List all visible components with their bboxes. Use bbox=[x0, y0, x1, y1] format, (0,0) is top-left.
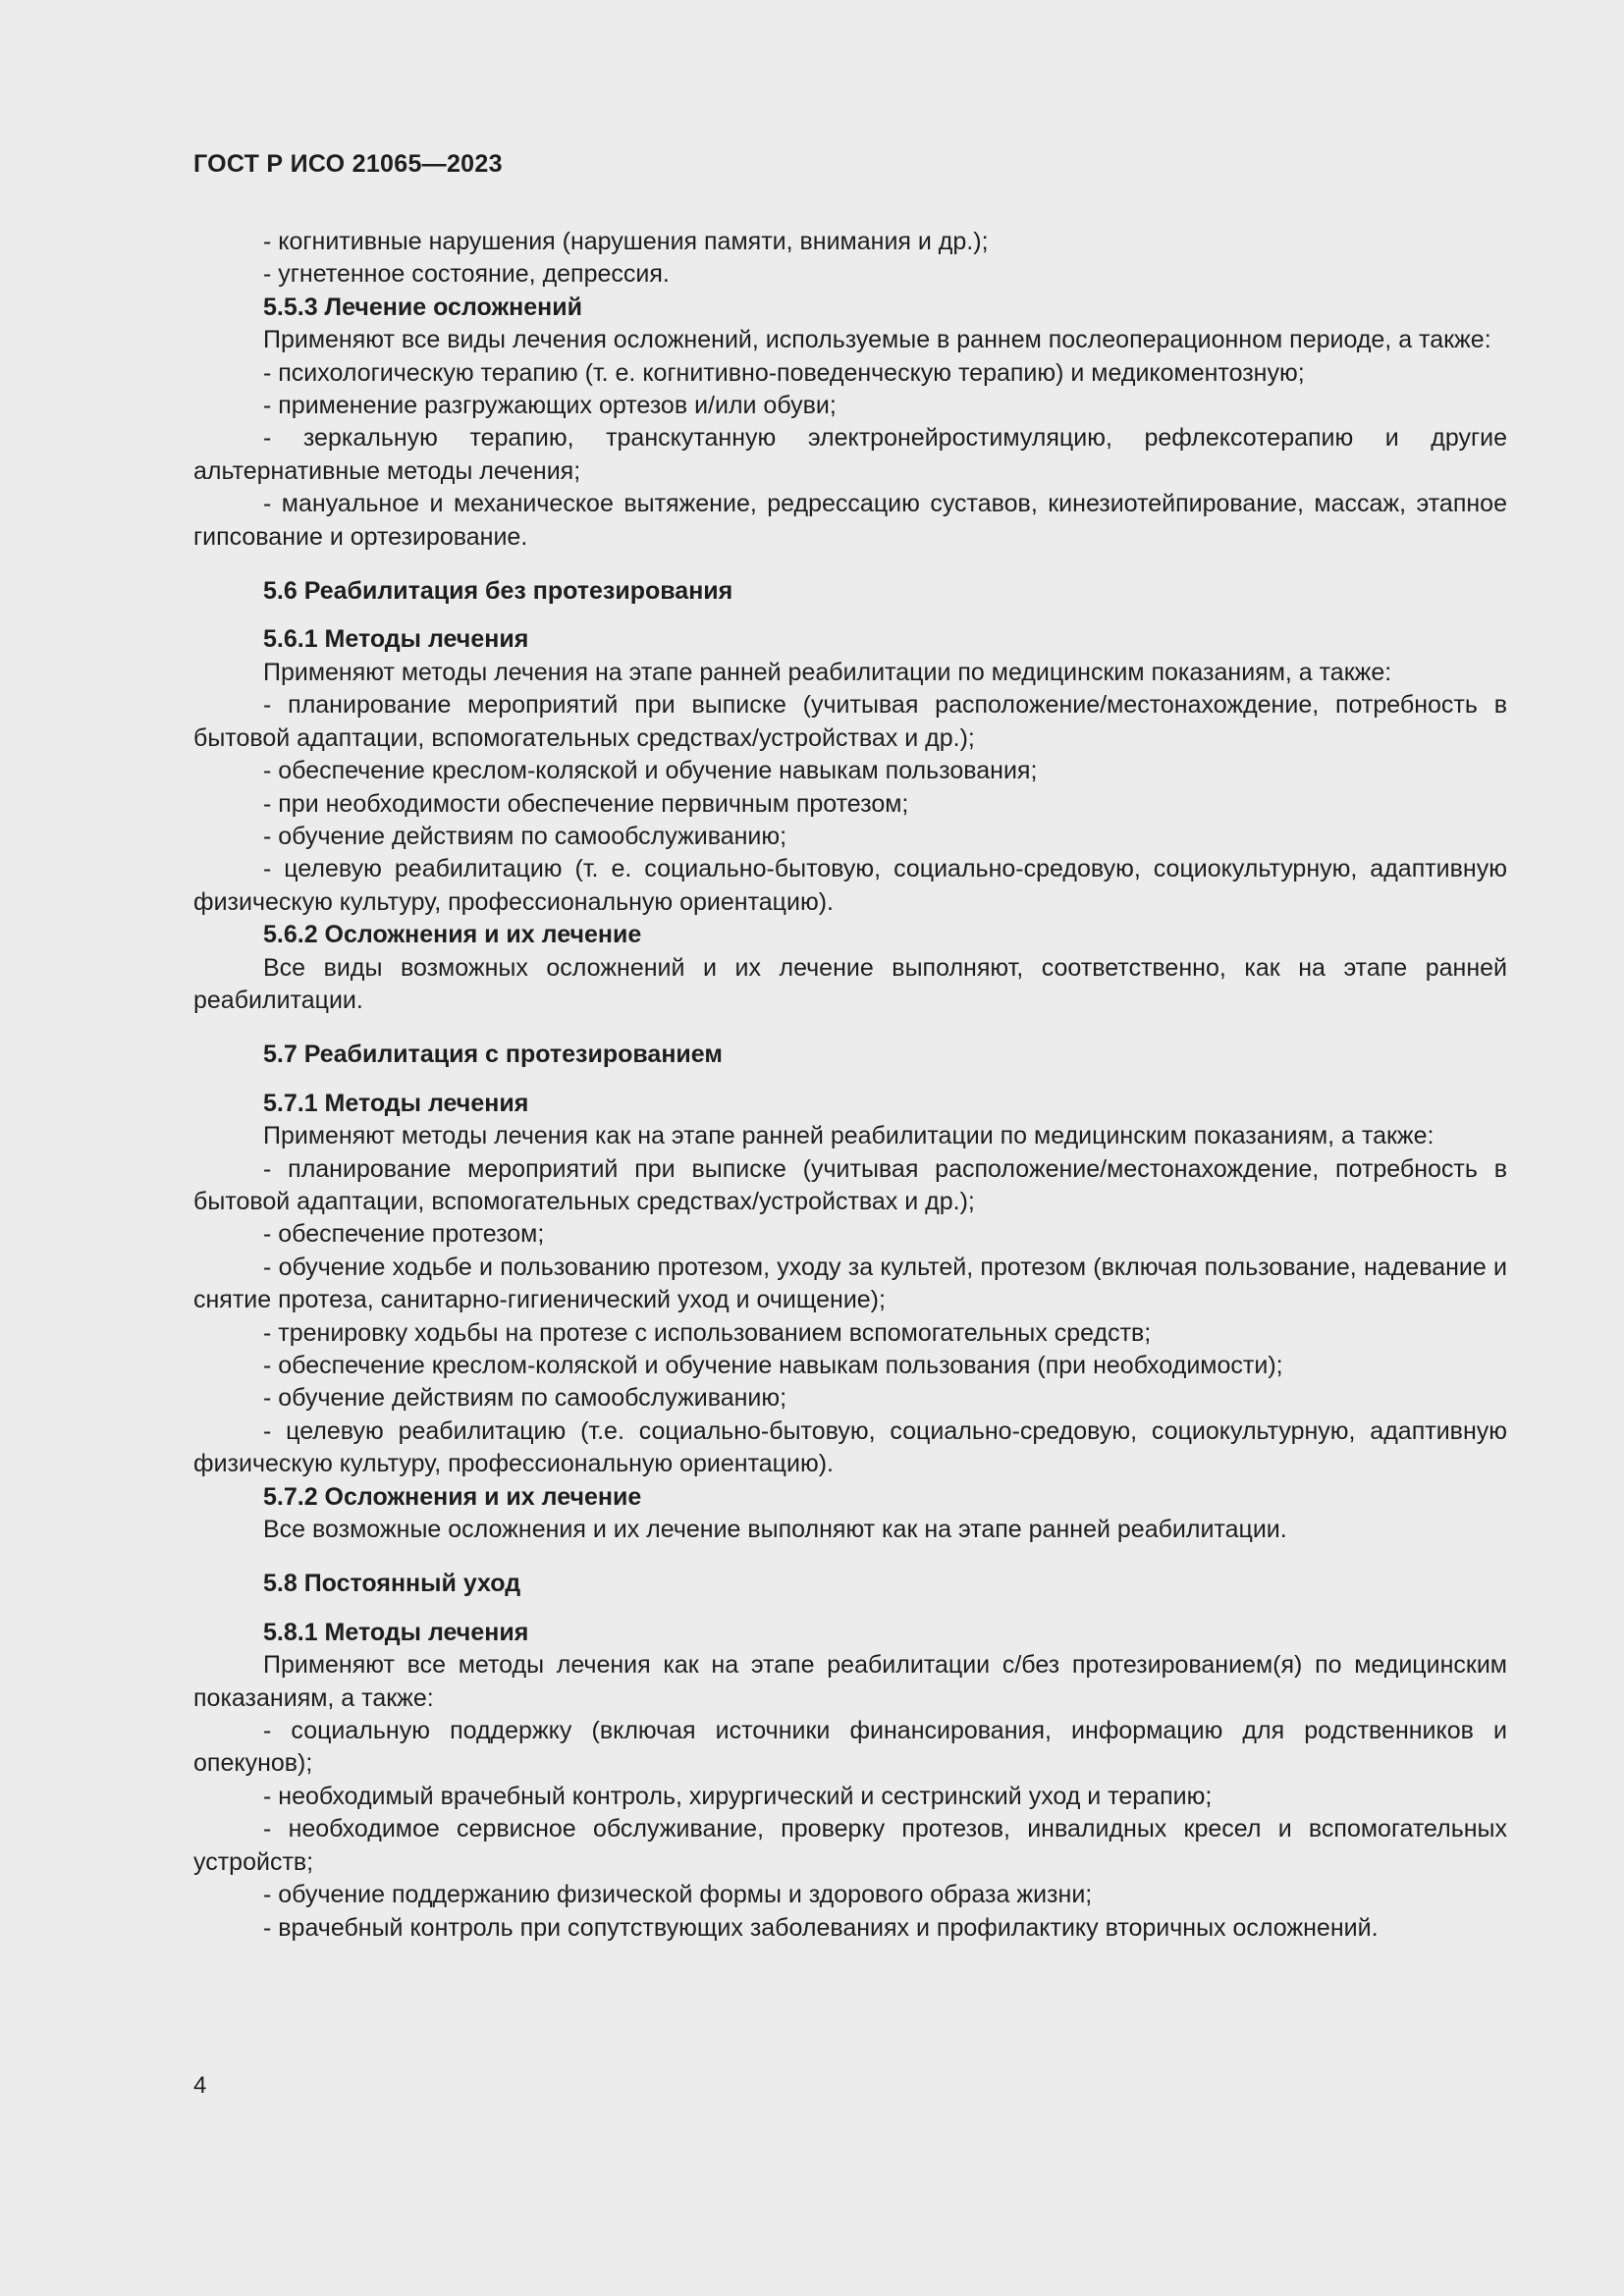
subsection-heading-5-8-1: 5.8.1 Методы лечения bbox=[263, 1618, 529, 1646]
subsection-heading-5-6-1: 5.6.1 Методы лечения bbox=[263, 625, 529, 654]
list-item: - обеспечение креслом-коляской и обучение навыкам пользования; bbox=[263, 757, 1038, 785]
list-item: - обучение ходьбе и пользованию протезом, уходу за культей, протезом (включая пользование, надевание и снятие протеза, санитарно-гигиенический уход и очищение); bbox=[193, 1253, 1507, 1314]
list-item: - целевую реабилитацию (т.е. социально-бытовую, социально-средовую, социокультурную, адаптивную физическую культуру, профессиональную ориентацию). bbox=[193, 1416, 1507, 1478]
list-item: - угнетенное состояние, депрессия. bbox=[263, 260, 670, 289]
list-item: - тренировку ходьбы на протезе с использованием вспомогательных средств; bbox=[263, 1318, 1152, 1347]
list-item: - обучение поддержанию физической формы и здорового образа жизни; bbox=[263, 1881, 1093, 1909]
paragraph: Применяют все методы лечения как на этапе реабилитации с/без протезированием(я) по медицинским показаниям, а также: bbox=[193, 1651, 1507, 1712]
list-item: - целевую реабилитацию (т. е. социально-бытовую, социально-средовую, социокультурную, адаптивную физическую культуру, профессиональную ориентацию). bbox=[193, 855, 1507, 916]
list-item: - когнитивные нарушения (нарушения памяти, внимания и др.); bbox=[263, 228, 989, 255]
list-item: - обучение действиям по самообслуживанию; bbox=[263, 1384, 787, 1413]
list-item: - врачебный контроль при сопутствующих заболеваниях и профилактику вторичных осложнений. bbox=[263, 1913, 1379, 1942]
document-body bbox=[193, 226, 1507, 1945]
paragraph: Применяют методы лечения как на этапе ранней реабилитации по медицинским показаниям, а также: bbox=[263, 1122, 1435, 1150]
paragraph: Применяют все виды лечения осложнений, используемые в раннем послеоперационном периоде, а также: bbox=[263, 326, 1491, 354]
paragraph: Все возможные осложнения и их лечение выполняют как на этапе ранней реабилитации. bbox=[263, 1516, 1287, 1544]
list-item: - зеркальную терапию, транскутанную электронейростимуляцию, рефлексотерапию и другие альтернативные методы лечения; bbox=[193, 424, 1507, 485]
list-item: - планирование мероприятий при выписке (учитывая расположение/местонахождение, потребность в бытовой адаптации, вспомогательных средствах/устройствах и др.); bbox=[193, 1154, 1507, 1215]
paragraph: Все виды возможных осложнений и их лечение выполняют, соответственно, как на этапе ранней реабилитации. bbox=[193, 953, 1507, 1014]
section-heading-5-6: 5.6 Реабилитация без протезирования bbox=[263, 577, 733, 606]
subsection-heading-5-5-3: 5.5.3 Лечение осложнений bbox=[263, 293, 583, 321]
list-item: - обеспечение протезом; bbox=[263, 1220, 545, 1249]
section-heading-5-8: 5.8 Постоянный уход bbox=[263, 1570, 521, 1598]
paragraph: Применяют методы лечения на этапе ранней реабилитации по медицинским показаниям, а также: bbox=[263, 658, 1392, 686]
document-header: ГОСТ Р ИСО 21065—2023 bbox=[193, 150, 503, 178]
subsection-heading-5-6-2: 5.6.2 Осложнения и их лечение bbox=[263, 921, 642, 949]
page-number: 4 bbox=[193, 2072, 207, 2099]
list-item: - при необходимости обеспечение первичным протезом; bbox=[263, 789, 909, 818]
list-item: - психологическую терапию (т. е. когнитивно-поведенческую терапию) и медикоментозную; bbox=[263, 358, 1305, 387]
list-item: - социальную поддержку (включая источники финансирования, информацию для родственников и опекунов); bbox=[193, 1717, 1507, 1778]
list-item: - необходимое сервисное обслуживание, проверку протезов, инвалидных кресел и вспомогательных устройств; bbox=[193, 1815, 1507, 1876]
list-item: - обеспечение креслом-коляской и обучение навыкам пользования (при необходимости); bbox=[263, 1352, 1283, 1379]
subsection-heading-5-7-1: 5.7.1 Методы лечения bbox=[263, 1089, 529, 1117]
list-item: - мануальное и механическое вытяжение, редрессацию суставов, кинезиотейпирование, массаж, этапное гипсование и ортезирование. bbox=[193, 490, 1507, 551]
subsection-heading-5-7-2: 5.7.2 Осложнения и их лечение bbox=[263, 1482, 642, 1511]
section-heading-5-7: 5.7 Реабилитация с протезированием bbox=[263, 1041, 723, 1069]
list-item: - обучение действиям по самообслуживанию; bbox=[263, 822, 787, 850]
list-item: - планирование мероприятий при выписке (учитывая расположение/местонахождение, потребность в бытовой адаптации, вспомогательных средствах/устройствах и др.); bbox=[193, 691, 1507, 752]
list-item: - необходимый врачебный контроль, хирургический и сестринский уход и терапию; bbox=[263, 1782, 1213, 1810]
list-item: - применение разгружающих ортезов и/или обуви; bbox=[263, 392, 837, 420]
